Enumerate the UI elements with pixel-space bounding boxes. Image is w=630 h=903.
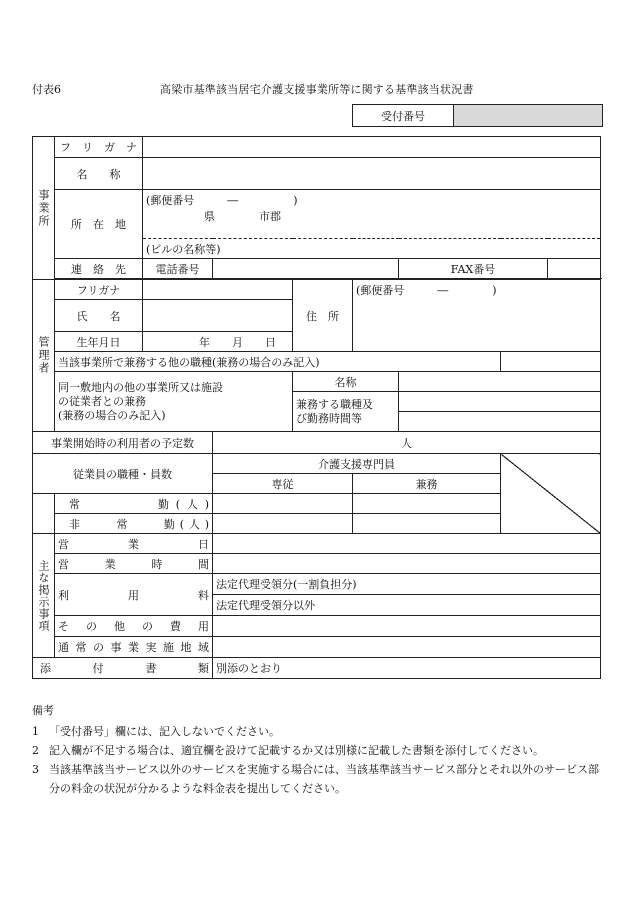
manager-concurrent-field[interactable] bbox=[501, 352, 601, 372]
business-hours-label: 営 業 時 間 bbox=[55, 554, 213, 574]
manager-postal: (郵便番号 ― ) bbox=[356, 284, 497, 297]
parttime-only-field[interactable] bbox=[213, 514, 353, 534]
fee-a-label: 法定代理受領分(一割負担分) bbox=[216, 578, 357, 591]
appendix-label: 付表6 bbox=[32, 83, 61, 96]
office-location-field[interactable] bbox=[143, 190, 601, 239]
fees-label: 利 用 料 bbox=[55, 574, 213, 616]
parttime-row-label: 非 常 勤(人) bbox=[55, 514, 213, 534]
planned-users-unit: 人 bbox=[401, 436, 412, 450]
manager-furigana-label: フリガナ bbox=[55, 280, 143, 300]
manager-birth-field[interactable]: 年 月 日 bbox=[143, 332, 293, 352]
other-site-name-field[interactable] bbox=[399, 372, 601, 392]
notices-section-label: 主な掲示事項 bbox=[33, 534, 55, 658]
other-duty-line2: び勤務時間等 bbox=[296, 411, 362, 425]
office-location-label: 所 在 地 bbox=[55, 190, 143, 259]
office-name-label: 名 称 bbox=[55, 158, 143, 190]
form-title: 高梁市基準該当居宅介護支援事業所等に関する基準該当状況書 bbox=[160, 83, 474, 96]
manager-birth-label: 生年月日 bbox=[55, 332, 143, 352]
note-item: 3 当該基準該当サービス以外のサービスを実施する場合には、当該基準該当サービス部分とそれ以外のサービス部分の料金の状況が分かるような料金表を提出してください。 bbox=[32, 763, 599, 795]
other-duty-field[interactable] bbox=[399, 392, 601, 412]
office-section-label: 事業所 bbox=[33, 137, 55, 280]
note-item: 2 記入欄が不足する場合は、適宜欄を設けて記載するか又は別様に記載した書類を添付してください。 bbox=[32, 744, 544, 757]
receipt-number-field[interactable] bbox=[454, 105, 603, 127]
fax-label: FAX番号 bbox=[399, 259, 548, 279]
concurrent-label: 兼務 bbox=[353, 474, 501, 494]
other-duty-field-2[interactable] bbox=[399, 412, 601, 432]
manager-address-label: 住 所 bbox=[293, 280, 353, 352]
business-days-field[interactable] bbox=[213, 534, 601, 554]
manager-address-field[interactable] bbox=[353, 280, 601, 352]
manager-name-field[interactable] bbox=[143, 300, 293, 332]
fulltime-only-label: 専従 bbox=[213, 474, 353, 494]
fulltime-row-label: 常 勤(人) bbox=[55, 494, 213, 514]
notes-title: 備考 bbox=[32, 704, 54, 717]
staff-diagonal-cell bbox=[501, 454, 601, 534]
fee-a-field[interactable] bbox=[213, 574, 601, 595]
parttime-concurrent-field[interactable] bbox=[353, 514, 501, 534]
planned-users-field[interactable] bbox=[213, 432, 601, 454]
note-item: 1 「受付番号」欄には、記入しないでください。 bbox=[32, 725, 280, 738]
business-hours-field[interactable] bbox=[213, 554, 601, 574]
other-duty-label bbox=[293, 392, 399, 432]
other-site-line1: 同一敷地内の他の事業所又は施設 bbox=[58, 380, 223, 394]
office-postal: (郵便番号 ― ) bbox=[146, 194, 298, 207]
service-area-label: 通常の事業実施地域 bbox=[55, 637, 213, 658]
fulltime-concurrent-field[interactable] bbox=[353, 494, 501, 514]
other-costs-field[interactable] bbox=[213, 616, 601, 637]
manager-concurrent-label: 当該事業所で兼務する他の職種(兼務の場合のみ記入) bbox=[55, 352, 501, 372]
other-costs-label: そ の 他 の 費 用 bbox=[55, 616, 213, 637]
other-site-name-label: 名称 bbox=[293, 372, 399, 392]
office-pref-city: 県 市郡 bbox=[204, 210, 281, 223]
office-building-label: (ビルの名称等) bbox=[146, 242, 221, 256]
fulltime-only-field[interactable] bbox=[213, 494, 353, 514]
receipt-number-label: 受付番号 bbox=[353, 105, 454, 127]
other-duty-line1: 兼務する職種及 bbox=[296, 397, 373, 411]
other-site-line3: (兼務の場合のみ記入) bbox=[58, 408, 166, 422]
notes-section bbox=[32, 701, 602, 798]
other-site-label bbox=[55, 372, 293, 432]
phone-label: 電話番号 bbox=[143, 259, 213, 279]
care-manager-label: 介護支援専門員 bbox=[213, 454, 501, 474]
other-site-line2: の従業者との兼務 bbox=[58, 394, 146, 408]
fee-b-field[interactable] bbox=[213, 595, 601, 616]
manager-furigana-field[interactable] bbox=[143, 280, 293, 300]
staff-label: 従業員の職種・員数 bbox=[33, 454, 213, 494]
manager-name-label: 氏 名 bbox=[55, 300, 143, 332]
manager-section-label: 管理者 bbox=[33, 280, 55, 432]
office-name-field[interactable] bbox=[143, 158, 601, 190]
phone-field[interactable] bbox=[213, 259, 399, 279]
business-days-label: 営 業 日 bbox=[55, 534, 213, 554]
service-area-field[interactable] bbox=[213, 637, 601, 658]
attachments-field[interactable]: 別添のとおり bbox=[213, 658, 601, 679]
receipt-number-table bbox=[352, 104, 603, 127]
office-building-field[interactable] bbox=[143, 239, 601, 259]
attachments-label: 添 付 書 類 bbox=[33, 658, 213, 679]
status-form-table bbox=[32, 136, 601, 679]
fee-b-label: 法定代理受領分以外 bbox=[216, 599, 315, 612]
fax-field[interactable] bbox=[548, 259, 601, 279]
planned-users-label: 事業開始時の利用者の予定数 bbox=[33, 432, 213, 454]
office-contact-label: 連 絡 先 bbox=[55, 259, 143, 279]
office-furigana-label: フ リ ガ ナ bbox=[55, 137, 143, 158]
office-furigana-field[interactable] bbox=[143, 137, 601, 158]
